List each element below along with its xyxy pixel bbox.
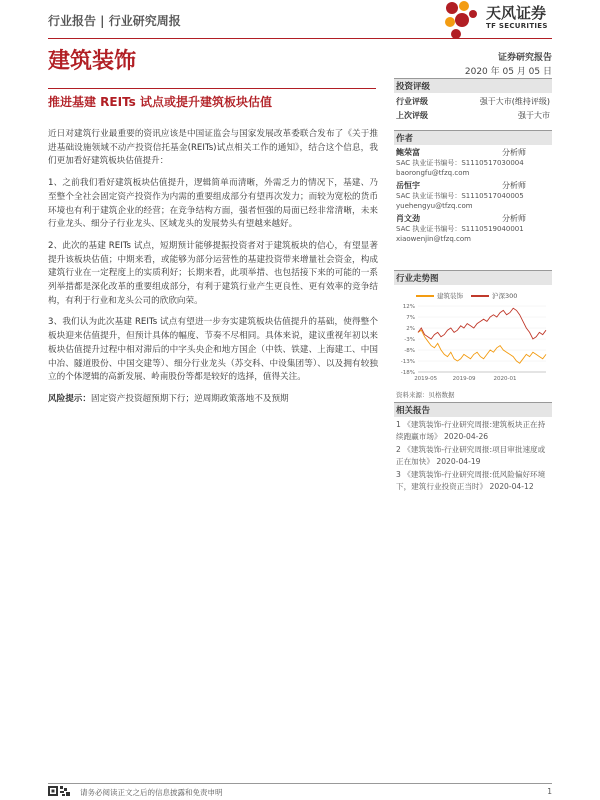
author-cert: SAC 执业证书编号：S1110517040005 [396,192,524,200]
paragraph: 近日对建筑行业最重要的资讯应该是中国证监会与国家发展改革委联合发布了《关于推进基础设施领域不动产投资信托基金(REITs)试点相关工作的通知》，结合这个信息，我们更加看好建筑板块估值提升： [48,129,378,167]
rating-label: 上次评级 [396,111,428,120]
industry-rating-row [394,93,552,107]
author-entry [394,214,552,244]
legend-item [471,291,517,300]
chart-legend [416,291,552,300]
tf-logo-icon [440,0,484,40]
x-tick-label: 2020-01 [493,376,517,382]
legend-item [416,291,463,300]
related-report-link[interactable]: 3 《建筑装饰-行业研究周报:低风险偏好环境下，建筑行业投资正当时》 2020-04-12 [396,470,546,491]
y-tick-label: -8% [404,348,415,354]
rating-label: 行业评级 [396,97,428,106]
legend-label: 建筑装饰 [437,292,463,300]
report-type: 证券研究报告 [497,53,552,63]
related-report-link[interactable]: 1 《建筑装饰-行业研究周报:建筑板块正在持续跑赢市场》 2020-04-26 [396,420,546,441]
footer-disclaimer: 请务必阅读正文之后的信息披露和免责申明 [80,788,223,797]
y-tick-label: -3% [404,337,415,343]
rating-value: 强于大市(维持评级) [479,97,550,106]
y-tick-label: 12% [402,304,415,310]
paragraph: 2、此次的基建 REITs 试点，短期预计能够提振投资者对于建筑板块的信心，有望显著提升该板块估值；中期来看，或能够为部分运营性的基建投资带来增量社会资金，构成建筑行业在一定程度上的实质利好；长期来看，此项举措、也包括接下来的可能的一系列举措都是深化改革的重要组成部分，有利于建筑行业产生更良性、更有效率的竞争结构，有利于行业和龙头公司的欣欣向荣。 [48,240,378,306]
author-email[interactable]: xiaowenjin@tfzq.com [396,235,471,243]
section-title: 相关报告 [394,402,552,417]
related-reports-section [394,402,552,492]
author-entry [394,148,552,178]
author-cert: SAC 执业证书编号：S1110517030004 [396,159,524,167]
y-tick-label: -18% [400,370,415,376]
section-title: 行业走势图 [394,270,552,285]
rating-value: 强于大市 [518,111,550,120]
section-title: 作者 [394,130,552,145]
author-role: 分析师 [502,214,526,223]
trend-chart [394,302,552,384]
legend-label: 沪深300 [492,292,518,300]
prev-rating-row [394,107,552,121]
related-report-link[interactable]: 2 《建筑装饰-行业研究周报:项目审批速度或正在加快》 2020-04-19 [396,445,546,466]
chart-source: 资料来源：贝格数据 [396,391,455,399]
trend-chart-section [394,270,552,399]
legend-swatch [471,295,489,297]
x-tick-label: 2019-05 [414,376,438,382]
author-email[interactable]: yuehengyu@tfzq.com [396,202,473,210]
y-tick-label: -13% [400,359,415,365]
paragraph: 1、之前我们看好建筑板块估值提升，逻辑简单而清晰，外需乏力的情况下，基建、乃至整个全社会固定资产投资作为内需的重要组成部分有望再次发力；而较为宽松的货币环境也有利于建筑企业的经营；在竞争结构方面，强者恒强的局面已经非常清晰，未来行业龙头、细分子行业龙头、区域龙头的发展势头有望越来越好。 [48,178,378,230]
author-name: 岳恒宇 [396,181,420,190]
page-number: 1 [547,787,552,796]
paragraph: 3、我们认为此次基建 REITs 试点有望进一步夯实建筑板块估值提升的基础，使得整个板块迎来估值提升，但预计具体的幅度、节奏不尽相同。具体来说，建议重视年初以来板块估值提升过程中相对滞后的中字头央企和地方国企（中铁、铁建、上海建工、中国中冶、隧道股份、中国交建等）、细分行业龙头（苏交科、中设集团等）、以及拥有较独立的个体逻辑的高新发展、岭南股份等都是较好的选择，值得关注。 [48,317,378,383]
y-tick-label: 2% [406,326,415,332]
report-date: 2020 年 05 月 05 日 [464,67,552,77]
x-tick-label: 2019-09 [452,376,476,382]
author-name: 肖文劲 [396,214,420,223]
headline: 推进基建 REITs 试点或提升建筑板块估值 [48,88,376,110]
series-line [418,308,546,339]
risk-label: 风险提示： [48,393,91,404]
industry-title: 建筑装饰 [48,49,137,74]
logo-text: 天风证券 [486,4,547,22]
qr-code-icon [48,786,72,796]
legend-swatch [416,295,434,297]
rating-section [394,78,552,121]
author-email[interactable]: baorongfu@tfzq.com [396,169,470,177]
section-title: 投资评级 [394,78,552,93]
author-entry [394,181,552,211]
author-role: 分析师 [502,181,526,190]
risk-text: 固定资产投资超预期下行；逆周期政策落地不及预期 [90,393,289,404]
report-category: 行业报告 | 行业研究周报 [48,14,181,28]
footer-divider [48,783,552,784]
authors-section [394,130,552,244]
author-role: 分析师 [502,148,526,157]
series-line [418,330,546,363]
logo-english: TF SECURITIES [486,22,548,30]
author-cert: SAC 执业证书编号：S1110519040001 [396,225,524,233]
header-divider [48,38,552,39]
main-body [48,128,378,415]
author-name: 鲍荣富 [396,148,420,157]
risk-warning [48,393,378,407]
y-tick-label: 7% [406,315,415,321]
